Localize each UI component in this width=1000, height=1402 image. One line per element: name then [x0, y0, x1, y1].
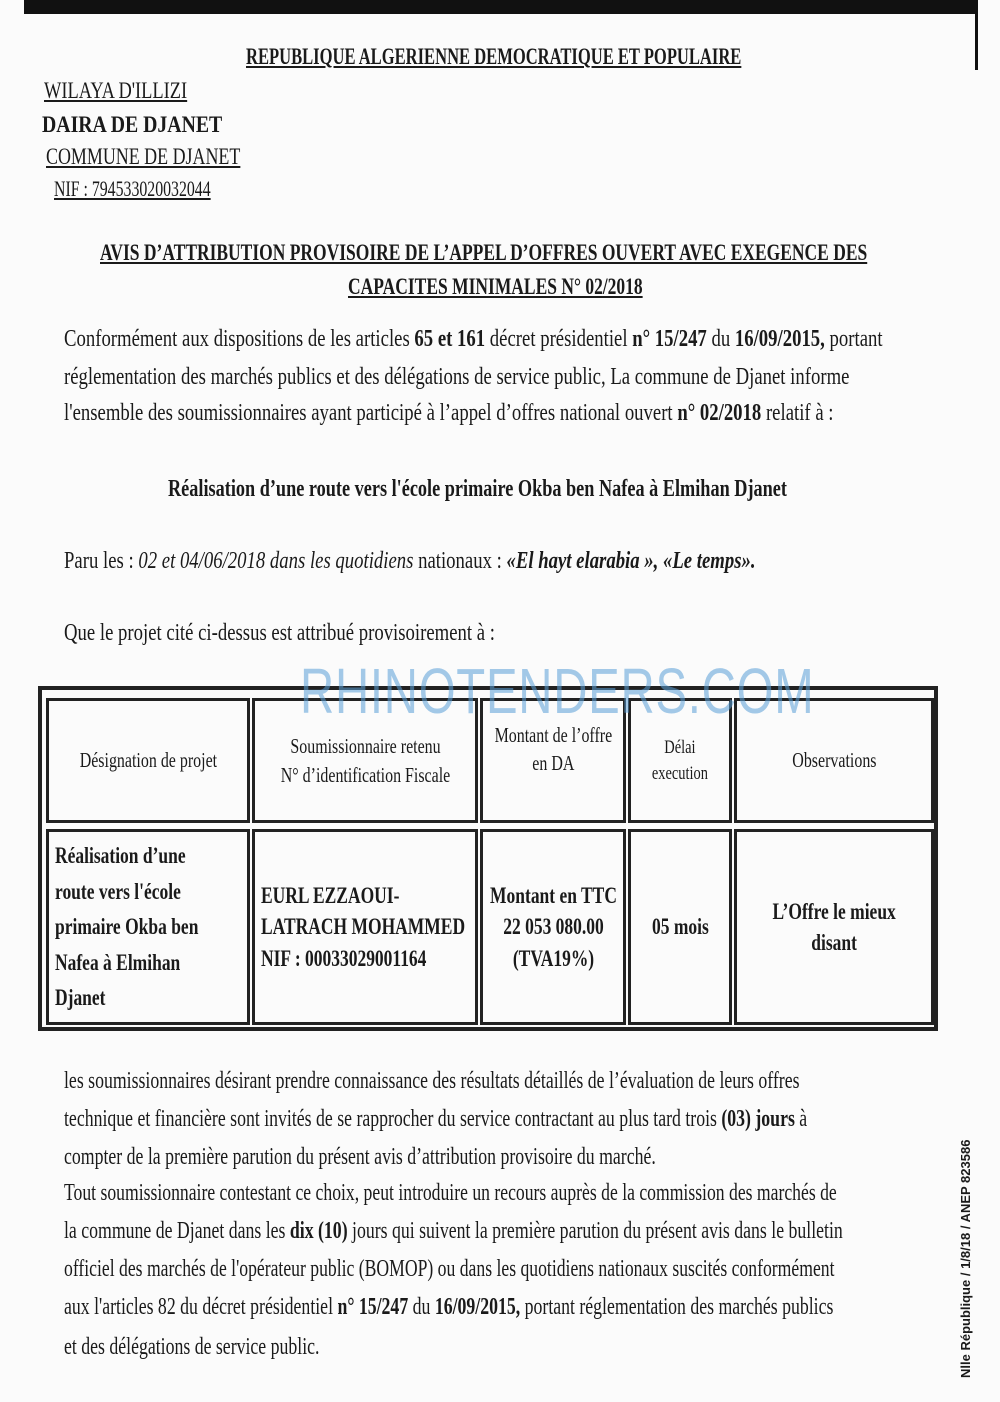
closing-p2-line1: Tout soumissionnaire contestant ce choix, peut introduire un recours auprès de la commission des marchés de [64, 1180, 837, 1206]
commune-label: COMMUNE DE DJANET [46, 144, 241, 169]
intro-line-3: l'ensemble des soumissionnaires ayant participé à l’appel d’offres national ouvert n° 02/2018 relatif à : [64, 400, 834, 426]
header-delai: Délai execution [628, 698, 732, 823]
row-soumissionnaire: EURL EZZAOUI- LATRACH MOHAMMED NIF : 00033029001164 [252, 829, 478, 1025]
header-observations: Observations [734, 698, 934, 823]
intro-line-2: réglementation des marchés publics et des délégations de service public, La commune de Djanet informe [64, 364, 850, 390]
row-delai: 05 mois [628, 829, 732, 1025]
watermark: RHINOTENDERS.COM [300, 655, 815, 727]
closing-p1-line1: les soumissionnaires désirant prendre connaissance des résultats détaillés de l’évaluation de leurs offres [64, 1068, 800, 1094]
attributed-line: Que le projet cité ci-dessus est attribué provisoirement à : [64, 620, 495, 646]
closing-p2-line5: et des délégations de service public. [64, 1334, 320, 1360]
header-designation: Désignation de projet [46, 698, 250, 823]
attribution-table [38, 686, 938, 1031]
closing-p1-line2: technique et financière sont invités de se rapprocher du service contractant au plus tard trois (03) jours à [64, 1106, 808, 1132]
published-line: Paru les : 02 et 04/06/2018 dans les quotidiens nationaux : «El hayt elarabia », «Le temps». [64, 548, 756, 574]
closing-p2-line2: la commune de Djanet dans les dix (10) jours qui suivent la première parution du présent avis dans le bulletin [64, 1218, 843, 1244]
closing-p1-line3: compter de la première parution du présent avis d’attribution provisoire du marché. [64, 1144, 656, 1170]
closing-p2-line3: officiel des marchés de l'opérateur public (BOMOP) ou dans les quotidiens nationaux suscités conformément [64, 1256, 835, 1282]
right-scan-border [975, 0, 978, 70]
publication-stamp: Nlle République / 1/8/18 / ANEP 823586 [958, 1139, 973, 1378]
header-montant: Montant de l’offre en DA [480, 698, 626, 823]
wilaya-label: WILAYA D'ILLIZI [44, 78, 188, 103]
daira-label: DAIRA DE DJANET [42, 112, 223, 137]
nif-label: NIF : 794533020032044 [54, 176, 211, 201]
top-scan-border [24, 0, 978, 14]
notice-title-line2: CAPACITES MINIMALES N° 02/2018 [348, 274, 643, 299]
project-title: Réalisation d’une route vers l'école primaire Okba ben Nafea à Elmihan Djanet [168, 476, 787, 502]
row-observations: L’Offre le mieux disant [734, 829, 934, 1025]
closing-p2-line4: aux l'articles 82 du décret présidentiel n° 15/247 du 16/09/2015, portant réglementation des marchés publics [64, 1294, 834, 1320]
republic-heading: REPUBLIQUE ALGERIENNE DEMOCRATIQUE ET POPULAIRE [246, 44, 742, 69]
notice-title-line1: AVIS D’ATTRIBUTION PROVISOIRE DE L’APPEL D’OFFRES OUVERT AVEC EXEGENCE DES [100, 240, 868, 265]
intro-line-1: Conformément aux dispositions de les articles 65 et 161 décret présidentiel n° 15/247 du 16/09/2015, portant [64, 326, 883, 352]
header-soumissionnaire: Soumissionnaire retenu N° d’identification Fiscale [252, 698, 478, 823]
row-montant: Montant en TTC 22 053 080.00 (TVA19%) [480, 829, 626, 1025]
row-designation: Réalisation d’une route vers l'école primaire Okba ben Nafea à Elmihan Djanet [46, 829, 250, 1025]
